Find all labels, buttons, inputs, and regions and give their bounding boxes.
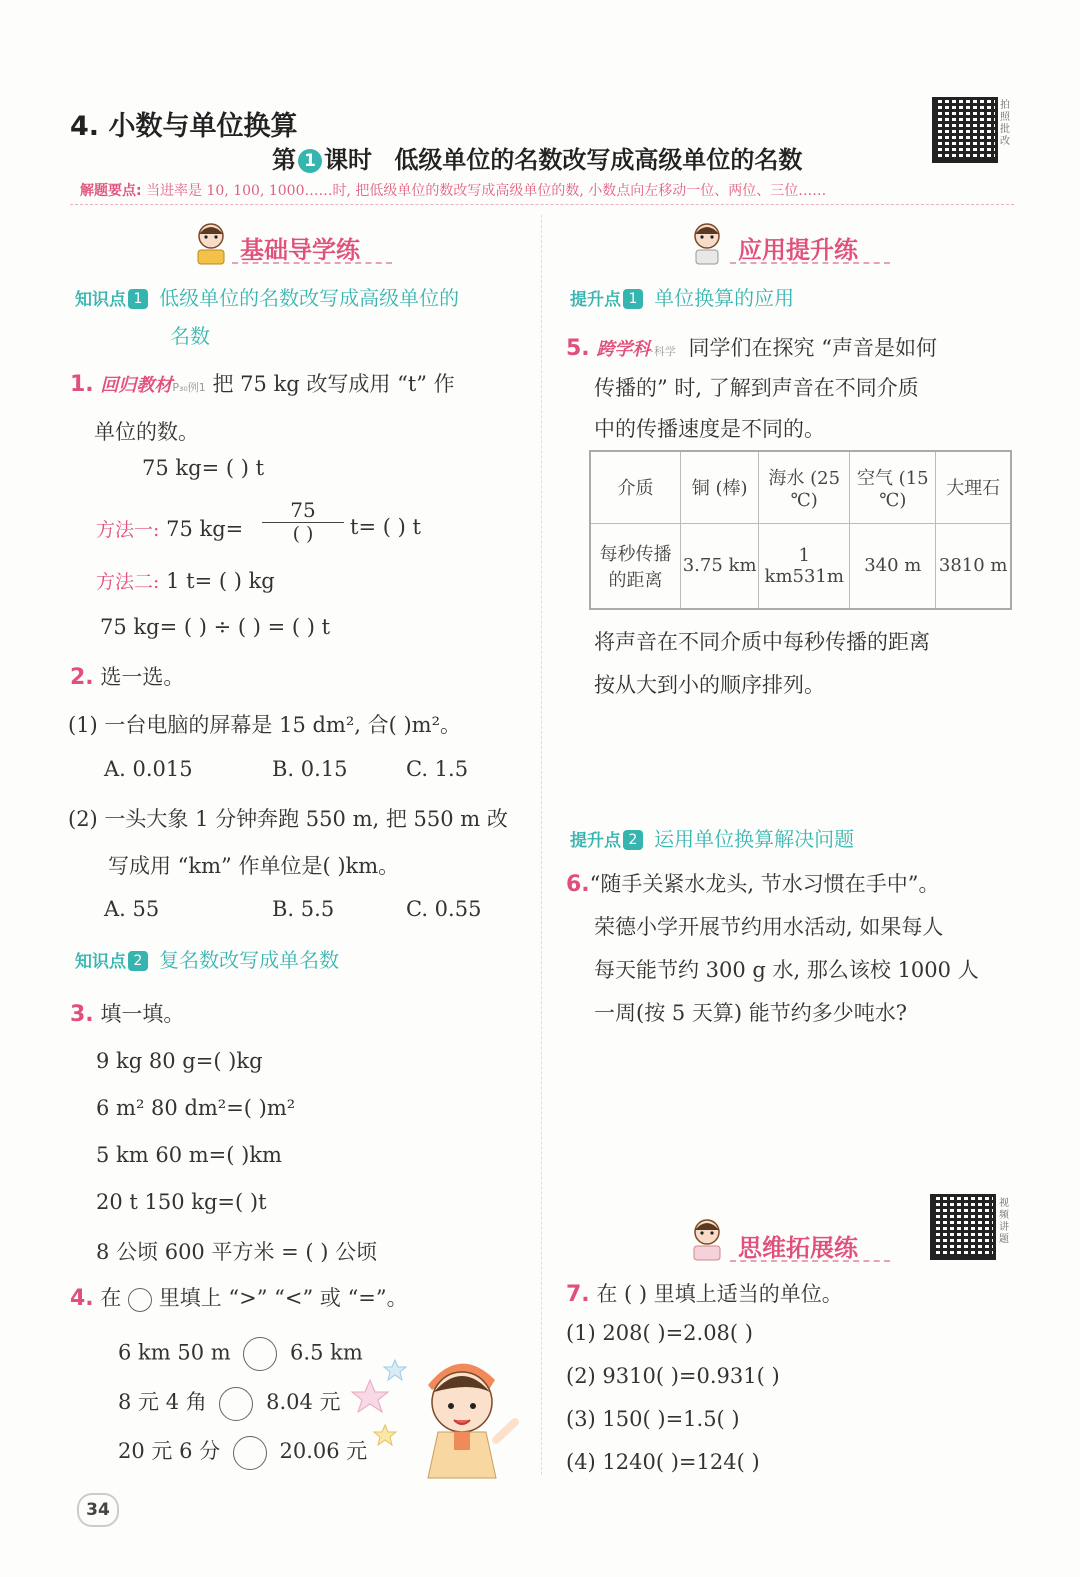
q5-instruction-1: 将声音在不同介质中每秒传播的距离 bbox=[594, 630, 930, 654]
kp-text-cont: 名数 bbox=[170, 324, 210, 348]
section-underline bbox=[232, 262, 392, 264]
sound-speed-table bbox=[589, 450, 1012, 610]
kp-text: 复名数改写成单名数 bbox=[159, 948, 340, 972]
table-header: 介质 bbox=[590, 451, 680, 523]
knowledge-point-1 bbox=[75, 282, 459, 311]
q4-row-3 bbox=[118, 1435, 367, 1470]
q2-option-1c[interactable]: C. 1.5 bbox=[406, 757, 469, 781]
improve-point-2 bbox=[570, 823, 854, 852]
q3-line-4: 20 t 150 kg=( )t bbox=[96, 1190, 267, 1214]
table-header: 大理石 bbox=[936, 451, 1011, 523]
kp-tag: 知识点 bbox=[75, 290, 126, 310]
q5-text-2: 传播的” 时, 了解到声音在不同介质 bbox=[594, 376, 919, 400]
q-text: 把 75 kg 改写成用 “t” 作 bbox=[212, 372, 455, 396]
table-cell: 1 km531m bbox=[759, 523, 850, 609]
key-point-text: 当进率是 10, 100, 1000……时, 把低级单位的数改写成高级单位的数, 小数点向左移动一位、两位、三位…… bbox=[146, 183, 827, 199]
key-point-label: 解题要点: bbox=[80, 183, 142, 199]
q3-line-1: 9 kg 80 g=( )kg bbox=[96, 1049, 263, 1073]
compare-right: 6.5 km bbox=[290, 1340, 363, 1365]
compare-left: 8 元 4 角 bbox=[118, 1390, 207, 1414]
q-text-b: 里填上 “>” “<” 或 “=”。 bbox=[158, 1286, 408, 1310]
q7-line-1: (1) 208( )=2.08( ) bbox=[566, 1321, 753, 1345]
q5-text-3: 中的传播速度是不同的。 bbox=[594, 417, 825, 441]
question-6 bbox=[566, 868, 940, 898]
q2-option-2b[interactable]: B. 5.5 bbox=[272, 897, 335, 921]
qr-label-grading: 拍照批改 bbox=[1000, 100, 1010, 147]
q3-line-2: 6 m² 80 dm²=( )m² bbox=[96, 1096, 296, 1120]
method-pre: 75 kg= bbox=[166, 517, 244, 541]
q3-line-5: 8 公顷 600 平方米 = ( ) 公顷 bbox=[96, 1240, 378, 1264]
tp-tag: 提升点 bbox=[570, 831, 621, 851]
unit-title: 4. 小数与单位换算 bbox=[70, 111, 298, 142]
compare-answer-circle[interactable] bbox=[233, 1436, 267, 1470]
q6-line-3: 每天能节约 300 g 水, 那么该校 1000 人 bbox=[594, 958, 979, 982]
kp-text: 低级单位的名数改写成高级单位的 bbox=[159, 286, 460, 310]
q7-line-2: (2) 9310( )=0.931( ) bbox=[566, 1364, 780, 1388]
q-tag-sub: ·科学 bbox=[650, 345, 676, 358]
q-text: “随手关紧水龙头, 节水习惯在手中”。 bbox=[589, 872, 940, 896]
compare-left: 6 km 50 m bbox=[118, 1340, 231, 1365]
column-divider bbox=[541, 215, 542, 1475]
table-header: 空气 (15 ℃) bbox=[850, 451, 936, 523]
question-7 bbox=[566, 1278, 843, 1308]
mascot-pointing-icon bbox=[688, 222, 726, 266]
fraction-numerator: 75 bbox=[290, 498, 316, 522]
compare-answer-circle[interactable] bbox=[243, 1337, 277, 1371]
method-label: 方法二: bbox=[96, 571, 160, 593]
lesson-prefix: 第 bbox=[272, 146, 296, 174]
compare-answer-circle[interactable] bbox=[219, 1387, 253, 1421]
q-text: 同学们在探究 “声音是如何 bbox=[688, 336, 937, 360]
mascot-reading-icon bbox=[192, 222, 230, 266]
q7-line-3: (3) 150( )=1.5( ) bbox=[566, 1407, 740, 1431]
q-text-a: 在 bbox=[100, 1286, 122, 1310]
section-title-apply: 应用提升练 bbox=[738, 236, 858, 264]
method-post: t= ( ) t bbox=[350, 515, 421, 539]
table-header: 海水 (25 ℃) bbox=[759, 451, 850, 523]
q-number: 5. bbox=[566, 336, 590, 361]
question-5 bbox=[566, 332, 937, 362]
table-cell: 3810 m bbox=[936, 523, 1011, 609]
qr-code-video[interactable] bbox=[930, 1194, 996, 1260]
table-row-label: 每秒传播的距离 bbox=[590, 523, 680, 609]
q1-method-1 bbox=[96, 515, 243, 542]
lesson-number-badge: 1 bbox=[298, 149, 322, 173]
key-point-banner bbox=[80, 180, 826, 200]
qr-label-video: 视频讲题 bbox=[999, 1198, 1009, 1245]
question-3 bbox=[70, 998, 184, 1028]
table-cell: 340 m bbox=[850, 523, 936, 609]
compare-left: 20 元 6 分 bbox=[118, 1439, 221, 1463]
q-number: 7. bbox=[566, 1282, 590, 1307]
q-ref: P₃₀例1 bbox=[172, 381, 206, 394]
improve-point-1 bbox=[570, 282, 794, 311]
header-divider bbox=[70, 204, 1014, 205]
q4-row-1 bbox=[118, 1337, 363, 1371]
lesson-suffix: 课时 bbox=[324, 146, 372, 174]
q-number: 1. bbox=[70, 372, 94, 397]
compare-circle-icon bbox=[128, 1288, 152, 1312]
q-number: 3. bbox=[70, 1002, 94, 1027]
tp-number: 2 bbox=[623, 830, 643, 850]
q5-instruction-2: 按从大到小的顺序排列。 bbox=[594, 673, 825, 697]
q2-option-1a[interactable]: A. 0.015 bbox=[104, 757, 193, 781]
lesson-heading bbox=[272, 140, 802, 175]
fraction-denominator: ( ) bbox=[292, 523, 314, 545]
q-title: 选一选。 bbox=[100, 665, 185, 689]
q-title: 填一填。 bbox=[100, 1002, 185, 1026]
section-underline bbox=[730, 262, 890, 264]
q4-row-2 bbox=[118, 1386, 341, 1421]
lesson-title: 低级单位的名数改写成高级单位的名数 bbox=[394, 146, 803, 174]
section-title-basic: 基础导学练 bbox=[240, 236, 360, 264]
q-text: 在 ( ) 里填上适当的单位。 bbox=[596, 1282, 843, 1306]
q2-option-2a[interactable]: A. 55 bbox=[104, 897, 160, 921]
q2-part-1: (1) 一台电脑的屏幕是 15 dm², 合( )m²。 bbox=[68, 713, 462, 737]
qr-code-grading[interactable] bbox=[932, 97, 998, 163]
q2-part-2: (2) 一头大象 1 分钟奔跑 550 m, 把 550 m 改 bbox=[68, 807, 508, 831]
q1-line-4: 75 kg= ( ) ÷ ( ) = ( ) t bbox=[100, 615, 331, 639]
method-text: 1 t= ( ) kg bbox=[166, 569, 275, 593]
q2-option-1b[interactable]: B. 0.15 bbox=[272, 757, 348, 781]
q2-option-2c[interactable]: C. 0.55 bbox=[406, 897, 482, 921]
q-tag: 跨学科 bbox=[596, 339, 651, 360]
q1-line-1: 75 kg= ( ) t bbox=[142, 456, 265, 480]
compare-right: 8.04 元 bbox=[266, 1390, 341, 1414]
kp-tag: 知识点 bbox=[75, 952, 126, 972]
q1-method-2 bbox=[96, 567, 275, 594]
method-label: 方法一: bbox=[96, 519, 160, 541]
q6-line-4: 一周(按 5 天算) 能节约多少吨水? bbox=[594, 1001, 908, 1025]
question-2 bbox=[70, 661, 184, 691]
q2-part-2-cont: 写成用 “km” 作单位是( )km。 bbox=[108, 854, 400, 878]
kp-number: 2 bbox=[128, 951, 148, 971]
table-cell: 3.75 km bbox=[680, 523, 758, 609]
q6-line-2: 荣德小学开展节约用水活动, 如果每人 bbox=[594, 915, 944, 939]
q-tag: 回归教材 bbox=[100, 375, 173, 396]
section-title-extend: 思维拓展练 bbox=[738, 1234, 858, 1262]
q-number: 6. bbox=[566, 872, 590, 897]
tp-text: 单位换算的应用 bbox=[654, 286, 795, 310]
tp-tag: 提升点 bbox=[570, 290, 621, 310]
tp-number: 1 bbox=[623, 289, 643, 309]
question-1 bbox=[70, 368, 455, 398]
table-header: 铜 (棒) bbox=[680, 451, 758, 523]
compare-right: 20.06 元 bbox=[279, 1439, 368, 1463]
q3-line-3: 5 km 60 m=( )km bbox=[96, 1143, 282, 1167]
mascot-thinking-icon bbox=[688, 1218, 726, 1262]
page-number: 34 bbox=[77, 1493, 119, 1527]
q7-line-4: (4) 1240( )=124( ) bbox=[566, 1450, 760, 1474]
knowledge-point-2 bbox=[75, 944, 339, 973]
question-4 bbox=[70, 1282, 408, 1312]
boy-illustration-icon bbox=[350, 1340, 520, 1480]
tp-text: 运用单位换算解决问题 bbox=[654, 827, 855, 851]
q-number: 2. bbox=[70, 665, 94, 690]
q1-text-cont: 单位的数。 bbox=[94, 420, 199, 444]
q-number: 4. bbox=[70, 1286, 94, 1311]
fraction bbox=[262, 498, 344, 545]
kp-number: 1 bbox=[128, 289, 148, 309]
section-underline bbox=[730, 1260, 890, 1262]
